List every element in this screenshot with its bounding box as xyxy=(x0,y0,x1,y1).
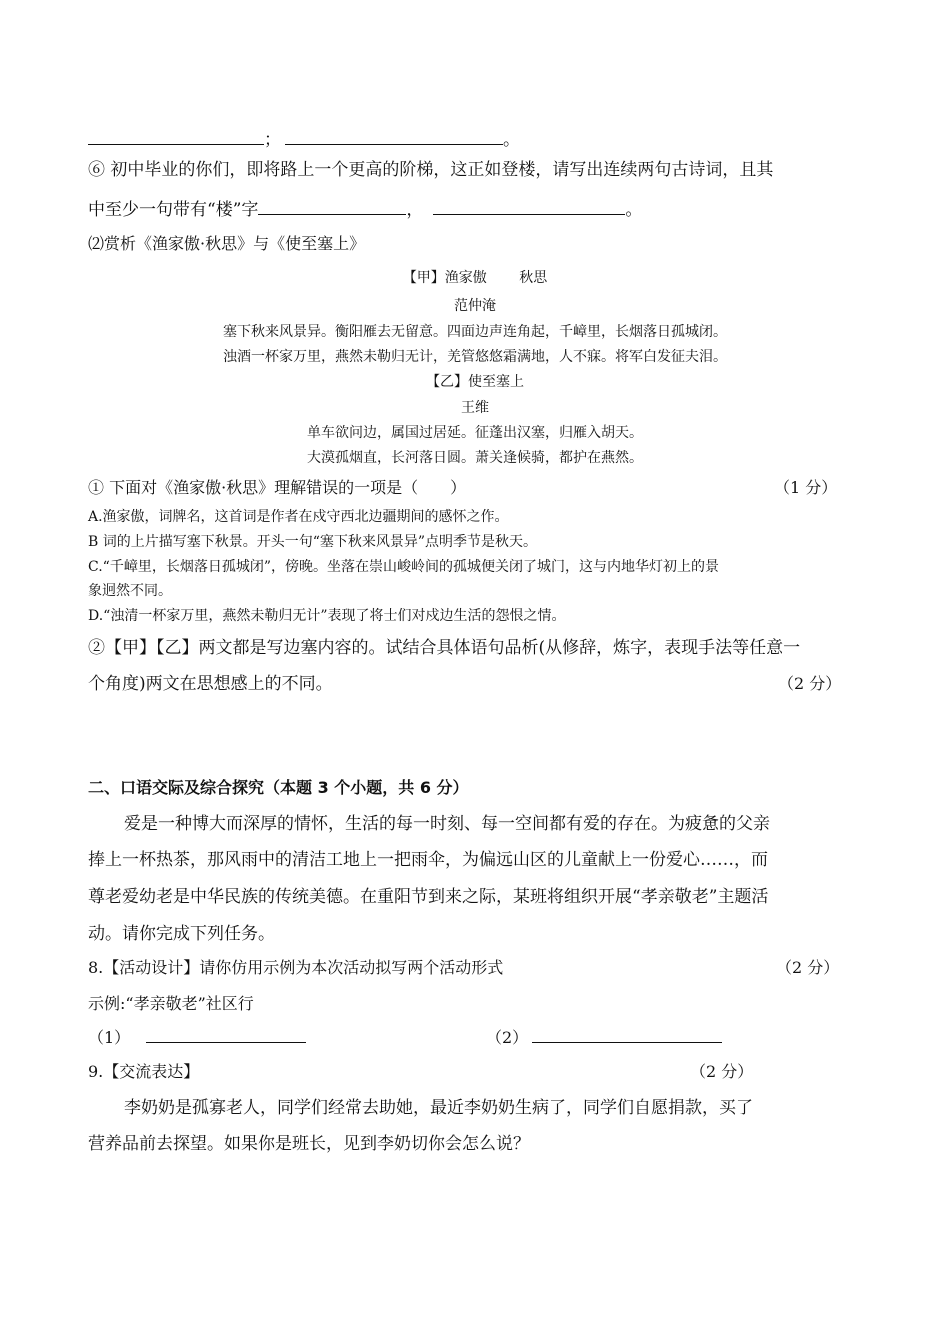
section2-intro-line4: 动。请你完成下列任务。 xyxy=(88,924,275,944)
poem-yi-author: 王维 xyxy=(461,400,489,416)
answer-blank-2[interactable] xyxy=(532,1026,722,1043)
q9-text-line2: 营养品前去探望。如果你是班长，见到李奶切你会怎么说？ xyxy=(88,1134,530,1154)
section2-intro-line3: 尊老爱幼老是中华民族的传统美德。在重阳节到来之际，某班将组织开展“孝亲敬老”主题活 xyxy=(88,887,769,907)
answer-blank[interactable] xyxy=(88,128,264,145)
poem-jia-line2: 浊酒一杯家万里，燕然未勒归无计，羌管悠悠霜满地，人不寐。将军白发征夫泪。 xyxy=(223,349,727,365)
answer-blank[interactable] xyxy=(433,198,625,215)
q8-answer-row-2 xyxy=(486,1026,722,1050)
section2-intro-line2: 捧上一杯热茶，那风雨中的清洁工地上一把雨伞，为偏远山区的儿童献上一份爱心……，而 xyxy=(88,850,768,870)
q8-answer-row xyxy=(88,1026,306,1050)
q7-6-prefix: 中至少一句带有“楼”字 xyxy=(88,200,259,220)
q-sub2-score: （2 分） xyxy=(778,674,842,693)
poem-jia-line1: 塞下秋来风景异。衡阳雁去无留意。四面边声连角起，千嶂里，长烟落日孤城闭。 xyxy=(223,324,727,340)
q-sub1-stem: ① 下面对《渔家傲·秋思》理解错误的一项是（ ） xyxy=(88,478,467,497)
poem-jia-title: 【甲】渔家傲 秋思 xyxy=(402,270,548,286)
period: 。 xyxy=(625,200,643,220)
q8-score: （2 分） xyxy=(776,958,840,977)
poem-jia-author: 范仲淹 xyxy=(454,298,496,314)
answer-blank[interactable] xyxy=(258,198,406,215)
q9-stem: 9.【交流表达】 xyxy=(88,1062,200,1081)
q7-2-title: ⑵赏析《渔家傲·秋思》与《使至塞上》 xyxy=(88,234,366,253)
answer-blank[interactable] xyxy=(285,128,503,145)
poem-yi-line2: 大漠孤烟直，长河落日圆。萧关逢候骑，都护在燕然。 xyxy=(307,450,643,466)
poem-yi-line1: 单车欲问边，属国过居延。征蓬出汉塞，归雁入胡天。 xyxy=(307,425,643,441)
period: 。 xyxy=(503,130,520,150)
section2-intro-line1: 爱是一种博大而深厚的情怀，生活的每一时刻、每一空间都有爱的存在。为疲惫的父亲 xyxy=(124,814,770,834)
q8-example: 示例:“孝亲敬老”社区行 xyxy=(88,994,254,1013)
q-sub2-line2: 个角度)两文在思想感上的不同。 xyxy=(88,674,333,694)
option-b: B 词的上片描写塞下秋景。开头一句“塞下秋来风景异”点明季节是秋天。 xyxy=(88,534,538,550)
semicolon: ； xyxy=(264,130,281,150)
q-sub2-line1: ②【甲】【乙】两文都是写边塞内容的。试结合具体语句品析(从修辞，炼字，表现手法等任意一 xyxy=(88,638,801,658)
q8-label-2: （2） xyxy=(486,1028,529,1047)
q8-label-1: （1） xyxy=(88,1028,131,1047)
option-c-line1: C.“千嶂里，长烟落日孤城闭”，傍晚。坐落在崇山峻岭间的孤城便关闭了城门，这与内地华灯初上的景 xyxy=(88,559,719,575)
q8-stem: 8.【活动设计】请你仿用示例为本次活动拟写两个活动形式 xyxy=(88,958,504,977)
q7-6-line1: ⑥ 初中毕业的你们，即将路上一个更高的阶梯，这正如登楼，请写出连续两句古诗词，且其 xyxy=(88,160,774,180)
section2-title: 二、口语交际及综合探究（本题 3 个小题，共 6 分） xyxy=(88,778,469,797)
q-sub1-score: （1 分） xyxy=(774,478,838,497)
q7-6-line2 xyxy=(88,198,642,222)
answer-line-q7-5 xyxy=(88,128,520,152)
q9-score: （2 分） xyxy=(690,1062,754,1081)
q9-text-line1: 李奶奶是孤寡老人，同学们经常去助她，最近李奶奶生病了，同学们自愿捐款，买了 xyxy=(124,1098,753,1118)
answer-blank-1[interactable] xyxy=(146,1026,306,1043)
poem-yi-title: 【乙】使至塞上 xyxy=(426,374,524,390)
option-d: D.“浊清一杯家万里，燕然未勒归无计”表现了将士们对戍边生活的怨恨之情。 xyxy=(88,608,566,624)
option-a: A.渔家傲，词牌名，这首词是作者在戍守西北边疆期间的感怀之作。 xyxy=(88,509,509,525)
comma: ， xyxy=(406,200,424,220)
option-c-line2: 象迥然不同。 xyxy=(88,583,172,599)
